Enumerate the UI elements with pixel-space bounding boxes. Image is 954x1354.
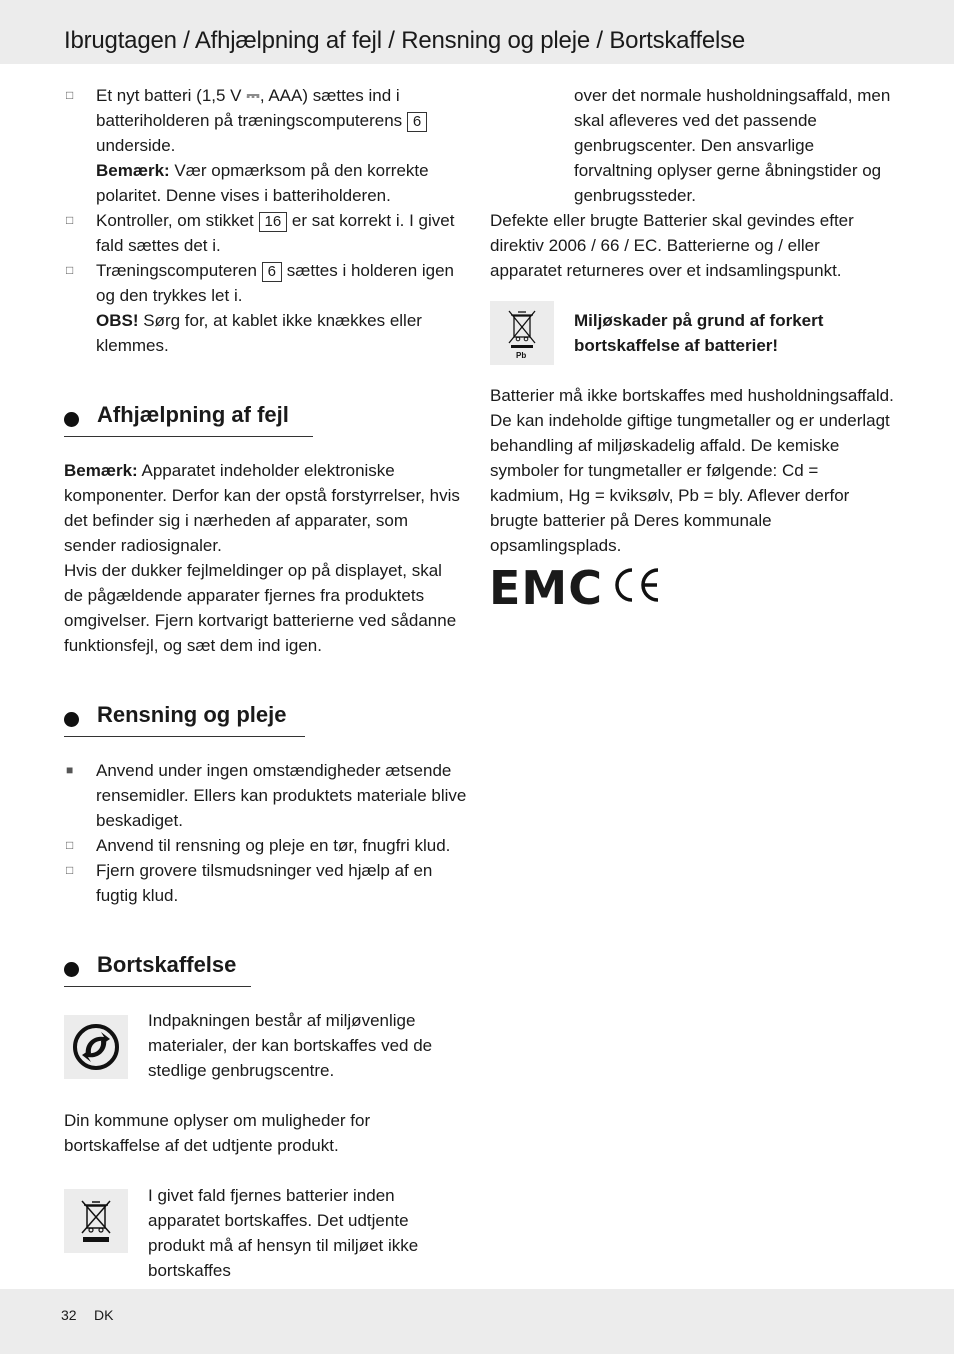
note-label: Bemærk: [96,161,170,180]
weee-text: I givet fald fjernes batterier inden apparatet bortskaffes. Det udtjente produkt må af hensyn til miljøet ikke bortskaffes [148,1186,419,1280]
list-item: □ Et nyt batteri (1,5 V ⎓, AAA) sættes ind i batteriholderen på træningscomputerens 6 underside. Bemærk: Vær opmærksom på den korrekte polaritet. Denne vises i batteriholderen. [64,83,464,208]
checkbox-bullet-icon: □ [66,838,74,852]
part-reference: 6 [407,112,427,132]
section-heading-fault: Afhjælpning af fejl [64,400,313,437]
page-footer [0,1289,954,1354]
bullet-dot-icon [64,712,79,727]
battery-steps [64,83,464,358]
page-number: 32 [61,1307,77,1323]
checkbox-bullet-icon: □ [66,263,74,277]
section-heading-care: Rensning og pleje [64,700,305,737]
crossed-bin-icon [64,1189,128,1253]
care-list [64,758,468,908]
checkbox-bullet-icon: □ [66,213,74,227]
warning-text: Miljøskader på grund af forkert bortskaffelse af batterier! [574,311,824,355]
page-header [0,0,954,64]
fault-text: Bemærk: Apparatet indeholder elektroniske komponenter. Derfor kan der opstå forstyrrelser, hvis det befinder sig i nærheden af apparater, som sender radiosignaler. Hvis der dukker fejlmeldinger op på displayet, skal de pågældende apparater fjernes fra produktets omgivelser. Fjern kortvarigt batterierne ved sådanne funktionsfejl, og sæt dem ind igen. [64,461,460,655]
list-item: □ Fjern grovere tilsmudsninger ved hjælp af en fugtig klud. [64,858,468,908]
note-label: Bemærk: [64,461,138,480]
language-code: DK [94,1307,114,1323]
square-bullet-icon: ■ [66,763,74,777]
part-reference: 6 [262,262,282,282]
section-heading-disposal: Bortskaffelse [64,950,251,987]
weee-text-continued: over det normale husholdningsaffald, men skal afleveres ved det passende genbrugscenter. Den ansvarlige forvaltning oplyser gerne åbningstider og genbrugssteder. [574,86,891,205]
ce-mark-icon [612,566,662,609]
bullet-dot-icon [64,412,79,427]
checkbox-bullet-icon: □ [66,863,74,877]
list-item: □ Anvend til rensning og pleje en tør, fnugfri klud. [64,833,468,858]
battery-bin-icon [490,301,554,365]
list-item: ■ Anvend under ingen omstændigheder ætsende rensemidler. Ellers kan produktets materiale blive beskadiget. [64,758,468,833]
municipality-text: Din kommune oplyser om muligheder for bortskaffelse af det udtjente produkt. [64,1111,371,1155]
list-item: □ Kontroller, om stikket 16 er sat korrekt i. I givet fald sættes det i. [64,208,464,258]
pb-label: Pb [516,351,527,360]
bullet-dot-icon [64,962,79,977]
page-title: Ibrugtagen / Afhjælpning af fejl / Rensning og pleje / Bortskaffelse [64,27,746,54]
obs-label: OBS! [96,311,139,330]
battery-directive-text: Defekte eller brugte Batterier skal gevindes efter direktiv 2006 / 66 / EC. Batterierne og / eller apparatet returneres over et indsamlingspunkt. [490,211,854,280]
dc-symbol-icon: ⎓ [246,86,260,105]
list-item: □ Træningscomputeren 6 sættes i holderen igen og den trykkes let i. OBS! Sørg for, at kablet ikke knækkes eller klemmes. [64,258,464,358]
packaging-text: Indpakningen består af miljøvenlige materialer, der kan bortskaffes ved de stedlige genbrugscentre. [148,1011,433,1080]
recycling-icon [64,1015,128,1079]
part-reference: 16 [259,212,288,232]
battery-disposal-text: Batterier må ikke bortskaffes med husholdningsaffald. De kan indeholde giftige tungmetaller og er underlagt behandling af miljøskadelig affald. De kemiske symboler for tungmetaller er følgende: Cd = kadmium, Hg = kviksølv, Pb = bly. Aflever derfor brugte batterier på Deres kommunale opsamlingsplads. [490,386,894,555]
checkbox-bullet-icon: □ [66,88,74,102]
emc-logo: EMC [489,561,603,615]
